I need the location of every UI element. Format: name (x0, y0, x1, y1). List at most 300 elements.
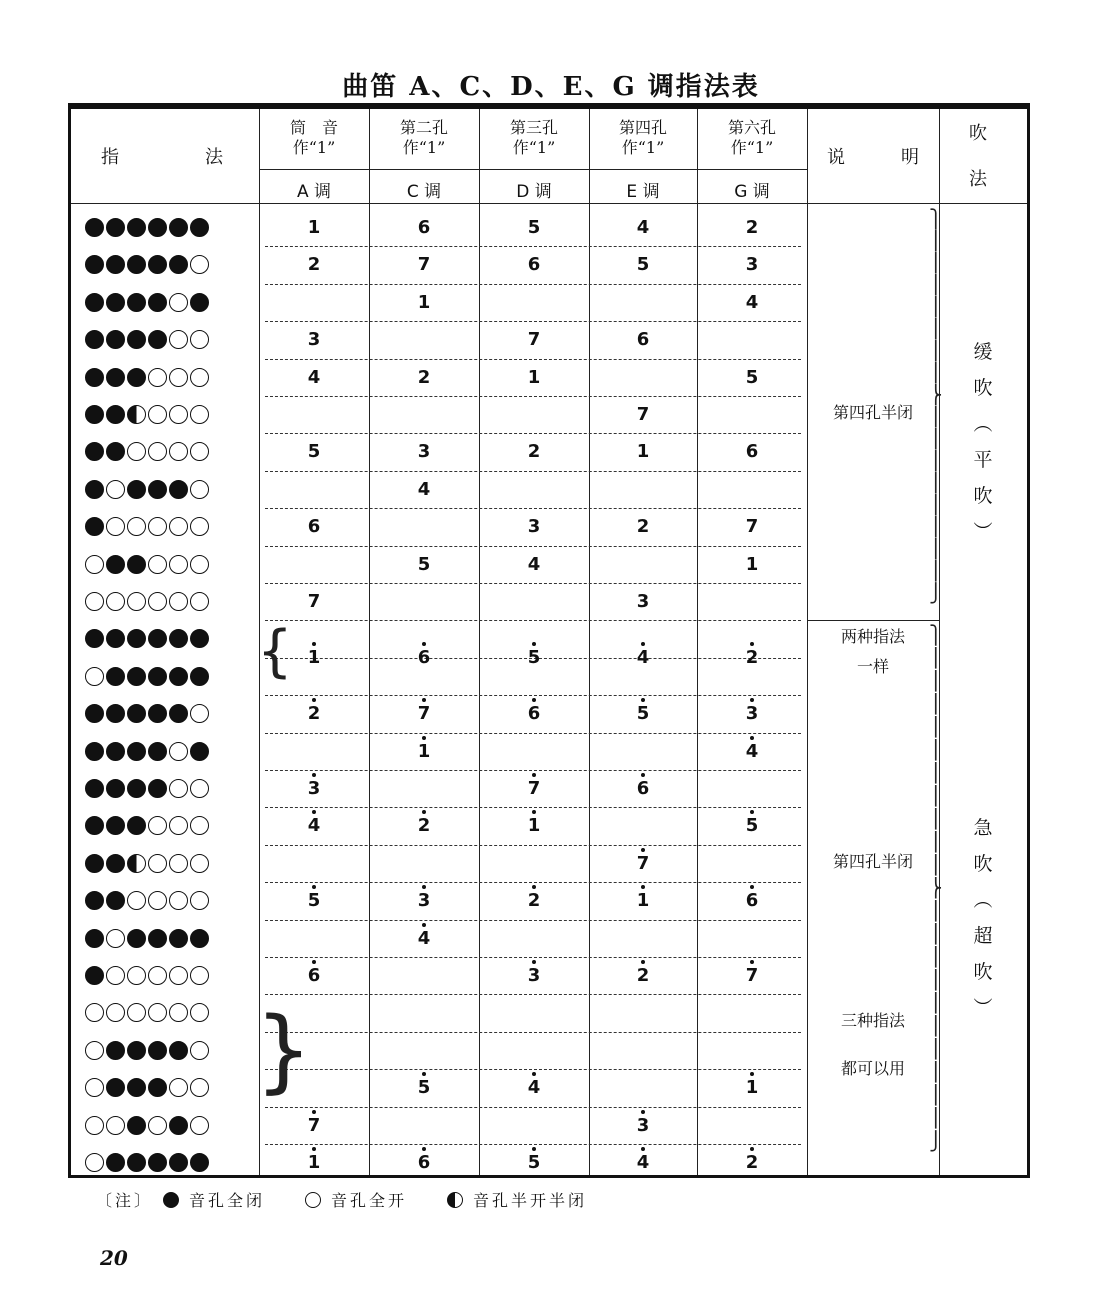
octave-dot (312, 642, 316, 646)
closed-hole-icon (127, 293, 146, 312)
open-hole-icon (85, 667, 104, 686)
open-hole-icon (190, 592, 209, 611)
open-hole-icon (148, 966, 167, 985)
blowing-fast-char: 吹 (973, 961, 993, 984)
closed-hole-icon (106, 1153, 125, 1172)
note-value: 2 (294, 703, 334, 724)
legend-open: 音孔全开 (331, 1191, 408, 1210)
closed-hole-icon (85, 629, 104, 648)
octave-dot (532, 698, 536, 702)
note-value: 4 (732, 741, 772, 762)
closed-hole-icon (106, 293, 125, 312)
fingering-pattern (85, 966, 209, 985)
octave-dot (422, 923, 426, 927)
closed-hole-icon (127, 742, 146, 761)
closed-hole-icon (148, 742, 167, 761)
row-divider (265, 733, 801, 734)
open-hole-icon (169, 742, 188, 761)
closed-hole-icon (106, 667, 125, 686)
open-hole-icon (148, 1003, 167, 1022)
octave-dot (532, 773, 536, 777)
note-value: 4 (307, 366, 321, 388)
note-value: 7 (527, 329, 541, 351)
octave-dot (532, 642, 536, 646)
header-key-line1: 筒 音 (289, 118, 338, 137)
closed-hole-icon (169, 1116, 188, 1135)
octave-dot (422, 698, 426, 702)
open-hole-icon (169, 442, 188, 461)
open-hole-icon (127, 1003, 146, 1022)
open-hole-icon (169, 1003, 188, 1022)
closed-hole-icon (127, 1116, 146, 1135)
note-value: 7 (514, 778, 554, 799)
open-hole-icon (190, 442, 209, 461)
closed-hole-icon (169, 667, 188, 686)
closed-hole-icon (85, 779, 104, 798)
note-value: 2 (417, 366, 431, 388)
header-key-name: A 调 (296, 182, 332, 202)
open-hole-icon (190, 480, 209, 499)
row-divider (265, 882, 801, 883)
header-key-line1: 第三孔 (509, 118, 558, 137)
closed-hole-icon (85, 891, 104, 910)
fingering-pattern (85, 592, 209, 611)
half-hole-icon (127, 854, 146, 873)
octave-dot (750, 642, 754, 646)
note-value: 7 (636, 404, 650, 425)
note-value: 3 (514, 965, 554, 986)
open-hole-icon (169, 816, 188, 835)
blowing-fast-char: 超 (973, 925, 993, 948)
note-value: 1 (294, 1152, 334, 1173)
octave-dot (532, 810, 536, 814)
closed-hole-icon (106, 854, 125, 873)
closed-hole-icon (106, 704, 125, 723)
open-hole-icon (169, 330, 188, 349)
closed-hole-icon (169, 929, 188, 948)
fingering-pattern (85, 816, 209, 835)
closed-hole-icon (85, 517, 104, 536)
blowing-slow-char: 平 (973, 449, 993, 471)
closed-hole-icon (163, 1192, 179, 1208)
closed-hole-icon (85, 929, 104, 948)
octave-dot (750, 736, 754, 740)
fingering-pattern (85, 555, 209, 574)
remark-text: 两种指法 (840, 627, 905, 647)
open-hole-icon (85, 592, 104, 611)
note-value: 5 (404, 1077, 444, 1098)
note-value: 1 (636, 441, 650, 463)
open-hole-icon (169, 891, 188, 910)
closed-hole-icon (169, 704, 188, 723)
note-value: 5 (745, 366, 759, 388)
remark-text: 都可以用 (840, 1058, 905, 1078)
octave-dot (422, 1072, 426, 1076)
octave-dot (641, 773, 645, 777)
note-value: 6 (732, 890, 772, 911)
octave-dot (312, 1147, 316, 1151)
blowing-fast-char: 吹 (973, 853, 993, 876)
open-hole-icon (169, 966, 188, 985)
header-fingering-2: 法 (205, 147, 223, 168)
note-value: 7 (623, 853, 663, 874)
header-key-line2: 作“1” (730, 138, 774, 157)
column-divider (807, 109, 808, 1175)
header-divider (71, 203, 1027, 204)
note-value: 5 (732, 815, 772, 836)
left-brace-icon: } (255, 998, 313, 1104)
fingering-pattern (85, 704, 209, 723)
note-value: 6 (417, 217, 431, 238)
open-hole-icon (106, 592, 125, 611)
note-value: 3 (745, 254, 759, 276)
note-value: 4 (417, 478, 431, 500)
note-value: 5 (294, 890, 334, 911)
row-divider (265, 770, 801, 771)
note-value: 2 (732, 647, 772, 668)
blowing-slow-char: 吹 (973, 377, 993, 399)
closed-hole-icon (85, 480, 104, 499)
closed-hole-icon (127, 929, 146, 948)
blowing-slow-char: 吹 (973, 485, 993, 507)
note-value: 2 (527, 441, 541, 463)
note-value: 4 (404, 928, 444, 949)
open-hole-icon (169, 517, 188, 536)
fingering-pattern (85, 929, 209, 948)
note-value: 6 (307, 516, 321, 538)
octave-dot (641, 642, 645, 646)
closed-hole-icon (169, 629, 188, 648)
closed-hole-icon (85, 255, 104, 274)
closed-hole-icon (106, 629, 125, 648)
open-hole-icon (169, 368, 188, 387)
octave-dot (750, 698, 754, 702)
fingering-pattern (85, 293, 209, 312)
fingering-pattern (85, 442, 209, 461)
closed-hole-icon (148, 255, 167, 274)
header-key-divider (259, 169, 807, 170)
row-divider (265, 471, 801, 472)
open-hole-icon (190, 555, 209, 574)
fingering-pattern (85, 854, 209, 873)
closed-hole-icon (148, 1153, 167, 1172)
closed-hole-icon (148, 330, 167, 349)
row-divider (265, 1144, 801, 1145)
octave-dot (312, 885, 316, 889)
legend-prefix: 〔注〕 (96, 1191, 154, 1210)
note-value: 3 (623, 1115, 663, 1136)
fingering-table (68, 106, 1030, 1178)
note-value: 4 (527, 553, 541, 575)
closed-hole-icon (85, 816, 104, 835)
note-value: 4 (636, 217, 650, 238)
open-hole-icon (190, 704, 209, 723)
remark-text: 第四孔半闭 (832, 851, 913, 871)
closed-hole-icon (85, 293, 104, 312)
octave-dot (641, 960, 645, 964)
open-hole-icon (169, 592, 188, 611)
row-divider (265, 1069, 801, 1070)
note-value: 6 (636, 329, 650, 351)
note-value: 5 (417, 553, 431, 575)
note-value: 4 (623, 647, 663, 668)
closed-hole-icon (106, 368, 125, 387)
note-value: 3 (417, 441, 431, 463)
open-hole-icon (148, 854, 167, 873)
octave-dot (532, 960, 536, 964)
note-value: 1 (514, 815, 554, 836)
note-value: 1 (307, 217, 321, 238)
note-value: 5 (527, 217, 541, 238)
page-number: 20 (100, 1246, 128, 1270)
open-hole-icon (148, 816, 167, 835)
open-hole-icon (106, 929, 125, 948)
fingering-pattern (85, 1041, 209, 1060)
closed-hole-icon (106, 442, 125, 461)
row-divider (265, 321, 801, 322)
header-key-line2: 作“1” (621, 138, 665, 157)
open-hole-icon (190, 966, 209, 985)
row-divider (265, 359, 801, 360)
note-value: 5 (514, 647, 554, 668)
open-hole-icon (85, 1078, 104, 1097)
note-value: 1 (404, 741, 444, 762)
fingering-pattern (85, 1078, 209, 1097)
closed-hole-icon (127, 1041, 146, 1060)
column-divider (369, 109, 370, 1175)
legend-closed: 音孔全闭 (189, 1191, 266, 1210)
note-value: 1 (732, 1077, 772, 1098)
note-value: 5 (623, 703, 663, 724)
header-key-line1: 第四孔 (618, 118, 667, 137)
note-value: 5 (636, 254, 650, 276)
column-divider (697, 109, 698, 1175)
open-hole-icon (127, 966, 146, 985)
note-value: 2 (623, 965, 663, 986)
open-hole-icon (127, 517, 146, 536)
open-hole-icon (190, 779, 209, 798)
open-hole-icon (190, 405, 209, 424)
closed-hole-icon (85, 368, 104, 387)
open-hole-icon (148, 405, 167, 424)
octave-dot (750, 810, 754, 814)
fingering-pattern (85, 330, 209, 349)
open-hole-icon (148, 517, 167, 536)
header-fingering-1: 指 (101, 147, 119, 168)
closed-hole-icon (106, 1041, 125, 1060)
half-hole-icon (127, 405, 146, 424)
fingering-pattern (85, 667, 209, 686)
row-divider (265, 1107, 801, 1108)
row-divider (265, 957, 801, 958)
closed-hole-icon (106, 742, 125, 761)
octave-dot (312, 960, 316, 964)
closed-hole-icon (106, 779, 125, 798)
fingering-pattern (85, 891, 209, 910)
row-divider (265, 695, 801, 696)
closed-hole-icon (148, 1041, 167, 1060)
note-value: 7 (404, 703, 444, 724)
note-value: 3 (404, 890, 444, 911)
remark-text: 第四孔半闭 (832, 403, 913, 422)
column-divider (589, 109, 590, 1175)
open-hole-icon (106, 1003, 125, 1022)
open-hole-icon (169, 405, 188, 424)
open-hole-icon (190, 891, 209, 910)
note-value: 2 (404, 815, 444, 836)
octave-dot (532, 885, 536, 889)
row-divider (265, 396, 801, 397)
fingering-pattern (85, 779, 209, 798)
closed-hole-icon (169, 255, 188, 274)
open-hole-icon (106, 1116, 125, 1135)
closed-hole-icon (190, 293, 209, 312)
fingering-pattern (85, 1003, 209, 1022)
octave-dot (750, 1147, 754, 1151)
note-value: 2 (514, 890, 554, 911)
note-value: 1 (527, 366, 541, 388)
blowing-slow-char: ︵ (973, 413, 993, 435)
note-value: 3 (732, 703, 772, 724)
fingering-pattern (85, 480, 209, 499)
open-hole-icon (127, 891, 146, 910)
octave-dot (312, 810, 316, 814)
closed-hole-icon (190, 218, 209, 237)
note-value: 6 (623, 778, 663, 799)
octave-dot (750, 885, 754, 889)
open-hole-icon (190, 1003, 209, 1022)
open-hole-icon (148, 555, 167, 574)
open-hole-icon (85, 1003, 104, 1022)
octave-dot (750, 1072, 754, 1076)
note-value: 7 (307, 591, 321, 612)
closed-hole-icon (127, 629, 146, 648)
row-divider (265, 246, 801, 247)
octave-dot (312, 698, 316, 702)
closed-hole-icon (85, 966, 104, 985)
octave-dot (422, 736, 426, 740)
open-hole-icon (148, 442, 167, 461)
closed-hole-icon (127, 255, 146, 274)
note-value: 3 (527, 516, 541, 538)
octave-dot (641, 885, 645, 889)
octave-dot (312, 1110, 316, 1114)
blowing-fast-char: 急 (973, 817, 993, 840)
row-divider (265, 284, 801, 285)
header-key-line2: 作“1” (292, 138, 336, 157)
remark-text: 三种指法 (840, 1011, 905, 1031)
header-key-line2: 作“1” (512, 138, 556, 157)
note-value: 6 (527, 254, 541, 276)
header-key-name: D 调 (516, 182, 552, 202)
open-hole-icon (190, 1078, 209, 1097)
fingering-pattern (85, 1116, 209, 1135)
open-hole-icon (148, 891, 167, 910)
note-value: 4 (623, 1152, 663, 1173)
note-value: 4 (514, 1077, 554, 1098)
open-hole-icon (190, 368, 209, 387)
closed-hole-icon (127, 555, 146, 574)
note-value: 1 (294, 647, 334, 668)
open-hole-icon (169, 293, 188, 312)
table-title: 曲笛 A、C、D、E、G 调指法表 (342, 72, 760, 102)
note-value: 2 (732, 1152, 772, 1173)
fingering-pattern (85, 742, 209, 761)
header-key-name: E 调 (626, 182, 660, 202)
row-divider (265, 920, 801, 921)
closed-hole-icon (127, 667, 146, 686)
note-value: 6 (514, 703, 554, 724)
open-hole-icon (305, 1192, 321, 1208)
note-value: 5 (514, 1152, 554, 1173)
header-blowing-1: 吹 (969, 123, 987, 144)
octave-dot (422, 1147, 426, 1151)
note-value: 7 (417, 254, 431, 276)
closed-hole-icon (148, 293, 167, 312)
closed-hole-icon (190, 1153, 209, 1172)
octave-dot (641, 1110, 645, 1114)
header-key-line1: 第六孔 (727, 118, 776, 137)
closed-hole-icon (106, 218, 125, 237)
closed-hole-icon (85, 218, 104, 237)
row-divider (265, 546, 801, 547)
open-hole-icon (148, 1116, 167, 1135)
header-key-name: C 调 (406, 182, 442, 202)
open-hole-icon (190, 517, 209, 536)
open-hole-icon (85, 555, 104, 574)
closed-hole-icon (127, 368, 146, 387)
blowing-fast-char: ︶ (973, 997, 993, 1020)
note-value: 6 (404, 647, 444, 668)
open-hole-icon (169, 555, 188, 574)
note-value: 7 (745, 516, 759, 538)
blowing-slow-char: ︶ (973, 521, 993, 543)
open-hole-icon (190, 854, 209, 873)
open-hole-icon (106, 966, 125, 985)
open-hole-icon (127, 592, 146, 611)
open-hole-icon (190, 255, 209, 274)
closed-hole-icon (190, 742, 209, 761)
fingering-pattern (85, 1153, 209, 1172)
octave-dot (641, 848, 645, 852)
row-divider (265, 433, 801, 434)
open-hole-icon (127, 442, 146, 461)
closed-hole-icon (106, 891, 125, 910)
closed-hole-icon (190, 629, 209, 648)
header-remark-2: 明 (901, 147, 919, 168)
open-hole-icon (190, 1041, 209, 1060)
row-divider (265, 620, 801, 621)
note-value: 7 (294, 1115, 334, 1136)
fingering-pattern (85, 517, 209, 536)
closed-hole-icon (148, 667, 167, 686)
note-value: 2 (636, 516, 650, 538)
closed-hole-icon (106, 405, 125, 424)
closed-hole-icon (85, 704, 104, 723)
closed-hole-icon (106, 816, 125, 835)
closed-hole-icon (127, 779, 146, 798)
fingering-pattern (85, 629, 209, 648)
row-divider (265, 1032, 801, 1033)
open-hole-icon (85, 1116, 104, 1135)
closed-hole-icon (127, 1078, 146, 1097)
right-brace-icon: ⎫ ⎪ ⎪ ⎪ ⎪ ⎪ ⎪ ⎪ ⎬ ⎪ ⎪ ⎪ ⎪ ⎪ ⎪ ⎪ ⎪ ⎭ (929, 209, 943, 604)
closed-hole-icon (127, 480, 146, 499)
note-value: 4 (294, 815, 334, 836)
note-value: 3 (307, 329, 321, 351)
open-hole-icon (148, 592, 167, 611)
closed-hole-icon (127, 816, 146, 835)
